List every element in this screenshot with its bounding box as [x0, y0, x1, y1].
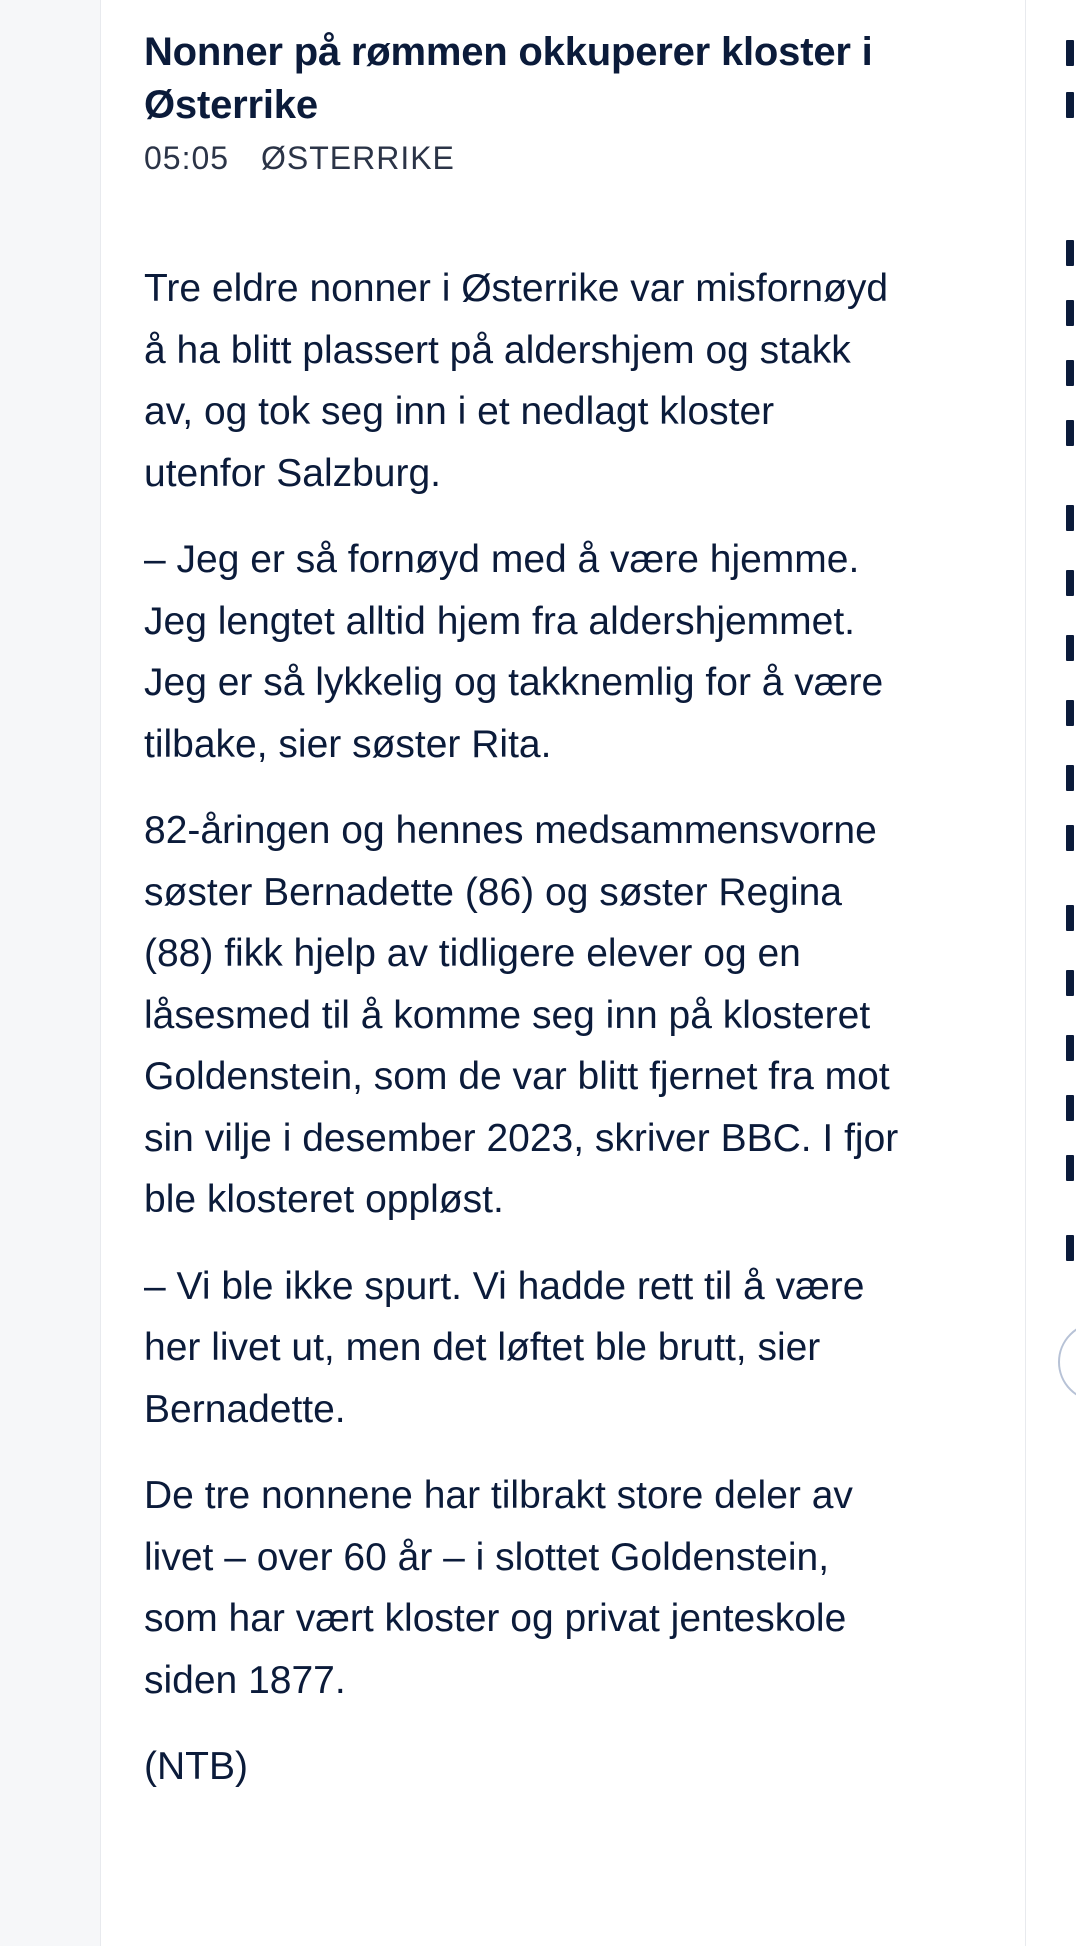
next-card-peek[interactable]: [1026, 0, 1076, 1946]
article-time: 05:05: [144, 140, 230, 176]
article-headline[interactable]: Nonner på rømmen okkuperer kloster i Østerrike: [144, 30, 873, 127]
text-fragment: [1066, 300, 1074, 326]
text-fragment: [1066, 700, 1074, 726]
text-fragment: [1066, 1095, 1074, 1121]
article-paragraph: – Vi ble ikke spurt. Vi hadde rett til å være her livet ut, men det løftet ble brutt, sier Bernadette.: [144, 1264, 865, 1431]
text-fragment: [1066, 40, 1074, 66]
article-body: [144, 258, 904, 1798]
article-paragraph: De tre nonnene har tilbrakt store deler av livet – over 60 år – i slottet Goldenstein, som har vært kloster og privat jenteskole siden 1877.: [144, 1474, 853, 1702]
article-paragraph: Tre eldre nonner i Østerrike var misfornøyd å ha blitt plassert på aldershjem og stakk av, og tok seg inn i et nedlagt kloster utenfor Salzburg.: [144, 267, 889, 495]
article-source: (NTB): [144, 1745, 248, 1788]
article-paragraph: 82-åringen og hennes medsammensvorne søster Bernadette (86) og søster Regina (88) fikk hjelp av tidligere elever og en låsesmed til å komme seg inn på klosteret Goldenstein, som de var blitt fjernet fra mot sin vilje i desember 2023, skriver BBC. I fjor ble klosteret oppløst.: [144, 809, 899, 1221]
text-fragment: [1066, 1235, 1074, 1261]
text-fragment: [1066, 635, 1074, 661]
text-fragment: [1066, 92, 1074, 118]
text-fragment: [1066, 825, 1074, 851]
text-fragment: [1066, 420, 1074, 446]
text-fragment: [1066, 765, 1074, 791]
article-paragraph: – Jeg er så fornøyd med å være hjemme. Jeg lengtet alltid hjem fra aldershjemmet. Jeg er så lykkelig og takknemlig for å være tilbake, sier søster Rita.: [144, 538, 884, 766]
text-fragment: [1066, 1035, 1074, 1061]
text-fragment: [1066, 970, 1074, 996]
text-fragment: [1066, 570, 1074, 596]
text-fragment: [1066, 240, 1074, 266]
text-fragment: [1066, 1155, 1074, 1181]
article-content: [144, 26, 904, 1823]
article-meta: [144, 138, 904, 178]
text-fragment: [1066, 905, 1074, 931]
text-fragment: [1066, 360, 1074, 386]
article-category: ØSTERRIKE: [260, 140, 455, 176]
text-fragment: [1066, 505, 1074, 531]
